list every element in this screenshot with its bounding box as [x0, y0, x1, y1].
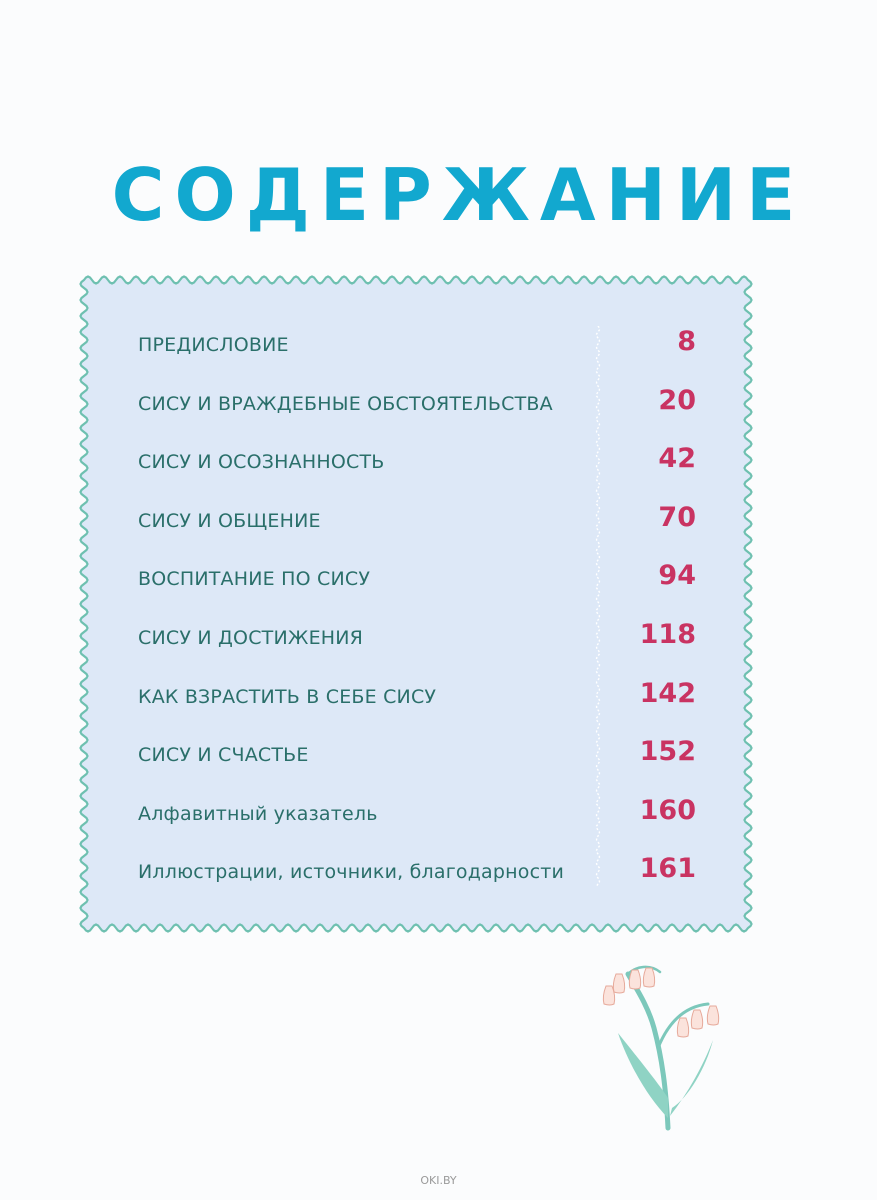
toc-entry-label: ВОСПИТАНИЕ ПО СИСУ [138, 568, 371, 591]
toc-entry-label: СИСУ И ОБЩЕНИЕ [138, 509, 321, 532]
toc-entry-page: 160 [639, 794, 696, 826]
toc-entry-page: 142 [639, 677, 696, 709]
toc-entry[interactable] [138, 670, 698, 729]
toc-entry-page: 118 [639, 618, 696, 650]
toc-entry-page: 94 [658, 560, 696, 592]
watermark: OKI.BY [420, 1174, 457, 1187]
toc-entry-page: 161 [639, 853, 696, 885]
toc-entry-page: 20 [658, 384, 696, 416]
toc-entry[interactable] [138, 318, 698, 377]
page-title: СОДЕРЖАНИЕ [111, 153, 806, 237]
toc-entry[interactable] [138, 377, 698, 436]
toc-entry-label: Алфавитный указатель [138, 802, 378, 825]
toc-entry[interactable] [138, 494, 698, 553]
toc-entry-label: СИСУ И ОСОЗНАННОСТЬ [138, 451, 385, 474]
toc-entry[interactable] [138, 787, 698, 846]
toc-entry-page: 70 [658, 501, 696, 533]
toc-entry-label: КАК ВЗРАСТИТЬ В СЕБЕ СИСУ [138, 685, 437, 708]
toc-entry-label: СИСУ И ВРАЖДЕБНЫЕ ОБСТОЯТЕЛЬСТВА [138, 392, 553, 415]
toc-entry[interactable] [138, 435, 698, 494]
toc-entry[interactable] [138, 845, 698, 904]
toc-list [138, 318, 698, 894]
toc-entry-label: СИСУ И ДОСТИЖЕНИЯ [138, 626, 364, 649]
toc-entry-page: 8 [677, 326, 696, 357]
toc-entry[interactable] [138, 611, 698, 670]
lily-of-the-valley-icon [588, 948, 738, 1133]
toc-entry[interactable] [138, 728, 698, 787]
toc-entry-label: Иллюстрации, источники, благодарности [138, 861, 565, 884]
toc-entry-page: 42 [658, 443, 696, 475]
toc-entry[interactable] [138, 552, 698, 611]
toc-entry-label: ПРЕДИСЛОВИЕ [138, 334, 289, 356]
toc-entry-page: 152 [639, 736, 696, 768]
toc-entry-label: СИСУ И СЧАСТЬЕ [138, 744, 309, 767]
